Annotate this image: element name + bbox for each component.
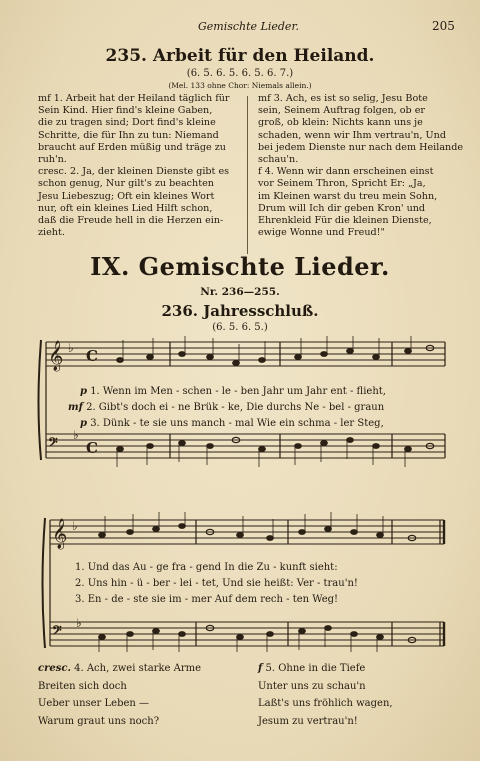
verse-line: schau'n. (258, 154, 299, 166)
verse-line: bei jedem Dienste nur nach dem Heilande (258, 141, 464, 153)
hymn-235-right-column (258, 93, 464, 239)
verse-line: 4. Ach, zwei starke Arme (74, 663, 202, 674)
hymn-236-meter: (6. 5. 6. 5.) (212, 322, 268, 333)
bass-clef-icon: 𝄢 (52, 623, 62, 641)
verse-line: Laßt's uns fröhlich wagen, (258, 698, 393, 709)
treble-staff (50, 520, 444, 544)
hymn-236-title: 236. Jahresschluß. (161, 302, 319, 320)
verse-line: nur, oft ein kleines Lied Hilft schon, (38, 202, 213, 214)
verse-line: daß die Freude hell in die Herzen ein- (38, 215, 224, 227)
running-head: Gemischte Lieder. (198, 20, 299, 33)
bass-staff (46, 434, 445, 458)
lyric-line: p 1. Wenn im Men - schen - le - ben Jahr um Jahr ent - flieht, (80, 386, 386, 397)
verse-line: sein, Seinem Auftrag folgen, ob er (258, 105, 426, 117)
flat-icon: ♭ (72, 519, 78, 533)
verse-line: Schritte, die für Ihn zu tun: Niemand (38, 129, 219, 141)
verse-line: Unter uns zu schau'n (258, 680, 366, 692)
column-divider (247, 96, 248, 254)
verse-5 (258, 660, 393, 730)
hymn-235-left-column (38, 93, 236, 239)
dynamic-mark: p (80, 418, 87, 429)
verse-line: mf 1. Arbeit hat der Heiland täglich für (38, 93, 230, 104)
verse-line: zieht. (38, 227, 65, 239)
dynamic-mark: f (258, 663, 263, 674)
verse-line: groß, ob klein: Nichts kann uns je (258, 117, 423, 129)
flat-icon: ♭ (73, 428, 79, 442)
flat-icon: ♭ (76, 616, 82, 630)
verse-line: cresc. 2. Ja, der kleinen Dienste gibt es (38, 166, 230, 178)
hymn-235-title: 235. Arbeit für den Heiland. (105, 46, 375, 66)
verse-4 (38, 660, 201, 730)
verse-line: Jesu Liebeszug; Oft ein kleines Wort (38, 190, 215, 202)
verse-line: Jesum zu vertrau'n! (258, 715, 358, 727)
lyric-line: 3. En - de - ste sie im - mer Auf dem rech - ten Weg! (75, 594, 339, 605)
verse-line: ewige Wonne und Freud!" (258, 227, 385, 239)
verse-line: 5. Ohne in die Tiefe (265, 663, 366, 674)
dynamic-mark: p (80, 386, 87, 397)
lyric-line: p 3. Dünk - te sie uns manch - mal Wie ein schma - ler Steg, (80, 418, 384, 429)
notes-bass (99, 625, 416, 652)
common-time-icon: C (86, 347, 98, 365)
verse-line: mf 3. Ach, es ist so selig, Jesu Bote (258, 93, 428, 104)
hymn-235-meter: (6. 5. 6. 5. 6. 5. 6. 7.) (186, 68, 294, 79)
dynamic-mark: mf (68, 402, 83, 413)
treble-clef-icon: 𝄞 (48, 341, 64, 371)
verse-line: vor Seinem Thron, Spricht Er: „Ja, (258, 178, 426, 190)
verse-line: schon genug, Nur gilt's zu beachten (38, 178, 214, 190)
hymn-235-melody-ref: (Mel. 133 ohne Chor: Niemals allein.) (168, 81, 312, 90)
section-number-range: Nr. 236—255. (200, 286, 280, 298)
brace-icon (39, 340, 42, 460)
verse-line: Drum will Ich dir geben Kron' und (258, 202, 426, 214)
verse-line: Ueber unser Leben — (38, 698, 150, 709)
verse-line: f 4. Wenn wir dann erscheinen einst (258, 166, 434, 178)
verse-line: Ehrenkleid Für die kleinen Dienste, (258, 215, 432, 227)
verse-line: Warum graut uns noch? (38, 715, 160, 727)
flat-icon: ♭ (68, 341, 74, 355)
verse-line: ruh'n. (38, 154, 67, 166)
notes-treble (117, 336, 434, 366)
verse-line: Breiten sich doch (38, 680, 127, 692)
common-time-icon: C (86, 439, 98, 457)
lyric-line: 2. Uns hin - ü - ber - lei - tet, Und sie heißt: Ver - trau'n! (75, 578, 358, 589)
verse-line: im Kleinen warst du treu mein Sohn, (258, 190, 438, 202)
brace-icon (43, 518, 46, 648)
section-title: IX. Gemischte Lieder. (90, 252, 390, 281)
bass-staff (50, 622, 444, 646)
lyric-line: mf 2. Gibt's doch ei - ne Brük - ke, Die durchs Ne - bel - graun (68, 402, 385, 413)
verse-line: Sein Kind. Hier find's kleine Gaben, (38, 105, 213, 117)
verse-line: die zu tragen sind; Dort find's kleine (38, 117, 216, 129)
bass-clef-icon: 𝄢 (48, 435, 58, 453)
lyric-line: 1. Und das Au - ge fra - gend In die Zu - kunft sieht: (75, 562, 338, 573)
verse-line: schaden, wenn wir Ihm vertrau'n, Und (258, 129, 446, 141)
verse-line: braucht auf Erden müßig und träge zu (38, 141, 226, 153)
treble-staff (46, 342, 445, 366)
dynamic-mark: cresc. (38, 663, 71, 674)
page-number: 205 (432, 19, 455, 33)
treble-clef-icon: 𝄞 (52, 519, 68, 549)
